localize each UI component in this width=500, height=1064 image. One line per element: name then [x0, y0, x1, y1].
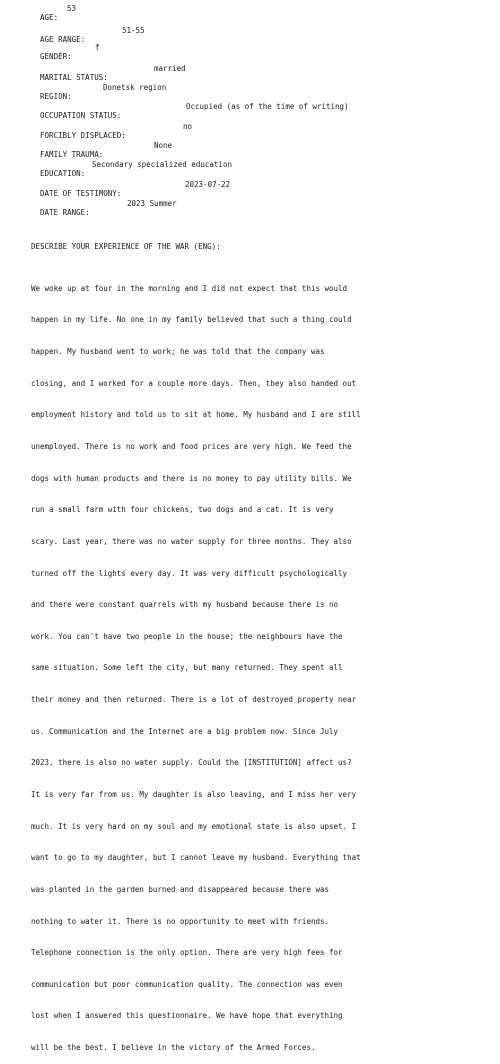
narrative-line: nothing to water it. There is no opportunity to meet with friends.: [31, 916, 330, 926]
field-label: AGE:: [40, 13, 59, 22]
narrative-line: Telephone connection is the only option. There are very high fees for: [31, 948, 343, 958]
narrative-line: will be the best. I believe in the victory of the Armed Forces.: [31, 1043, 316, 1053]
narrative-line: and there were constant quarrels with my husband because there is no: [31, 600, 339, 610]
narrative-line: happen in my life. No one in my family believed that such a thing could: [31, 315, 352, 325]
field-value: no: [183, 122, 193, 131]
narrative-line: lost when I answered this questionnaire. We have hope that everything: [31, 1011, 343, 1021]
field-label: REGION:: [40, 92, 72, 101]
narrative-line: same situation. Some left the city, but many returned. They spent all: [31, 663, 343, 673]
field-value: Donetsk region: [103, 83, 167, 92]
field-value: 2023 Summer: [127, 199, 177, 208]
narrative-block: [31, 221, 476, 1064]
narrative-line: run a small farm with four chickens, two dogs and a cat. It is very: [31, 505, 334, 515]
field-label: FORCIBLY DISPLACED:: [40, 131, 126, 140]
field-value: Secondary specialized education: [92, 160, 232, 169]
field-label: OCCUPATION STATUS:: [40, 111, 122, 120]
narrative-line: us. Communication and the Internet are a big problem now. Since July: [31, 726, 339, 736]
field-label: GENDER:: [40, 52, 72, 61]
narrative-line: communication but poor communication quality. The connection was even: [31, 979, 343, 989]
narrative-line: happen. My husband went to work; he was told that the company was: [31, 347, 325, 357]
narrative-line: work. You can't have two people in the house; the neighbours have the: [31, 631, 343, 641]
field-label: EDUCATION:: [40, 169, 86, 178]
field-label: MARITAL STATUS:: [40, 73, 108, 82]
narrative-line: 2023, there is also no water supply. Could the [INSTITUTION] affect us?: [31, 758, 352, 768]
narrative-line: employment history and told us to sit at home. My husband and I are still: [31, 410, 361, 420]
narrative-line: much. It is very hard on my soul and my emotional state is also upset. I: [31, 821, 357, 831]
field-value: Occupied (as of the time of writing): [186, 102, 349, 111]
field-label: AGE RANGE:: [40, 35, 86, 44]
field-value: married: [154, 64, 186, 73]
narrative-line: scary. Last year, there was no water supply for three months. They also: [31, 536, 352, 546]
field-label: FAMILY TRAUMA:: [40, 150, 104, 159]
field-label: DATE RANGE:: [40, 208, 90, 217]
narrative-line: want to go to my daughter, but I cannot leave my husband. Everything that: [31, 853, 361, 863]
field-label: DATE OF TESTIMONY:: [40, 189, 122, 198]
narrative-heading: DESCRIBE YOUR EXPERIENCE OF THE WAR (ENG):: [31, 242, 221, 252]
narrative-line: their money and then returned. There is a lot of destroyed property near: [31, 695, 357, 705]
narrative-line: closing, and I worked for a couple more days. Then, they also handed out: [31, 378, 357, 388]
narrative-line: unemployed. There is no work and food prices are very high. We feed the: [31, 441, 352, 451]
narrative-line: was planted in the garden burned and disappeared because there was: [31, 884, 330, 894]
field-value: 2023-07-22: [185, 180, 231, 189]
field-value: f: [95, 43, 100, 52]
narrative-line: dogs with human products and there is no money to pay utility bills. We: [31, 473, 352, 483]
field-value: None: [154, 141, 173, 150]
field-value: 53: [67, 4, 77, 13]
field-value: 51-55: [122, 26, 145, 35]
narrative-line: It is very far from us. My daughter is also leaving, and I miss her very: [31, 789, 357, 799]
narrative-line: We woke up at four in the morning and I did not expect that this would: [31, 283, 348, 293]
narrative-line: turned off the lights every day. It was very difficult psychologically: [31, 568, 348, 578]
